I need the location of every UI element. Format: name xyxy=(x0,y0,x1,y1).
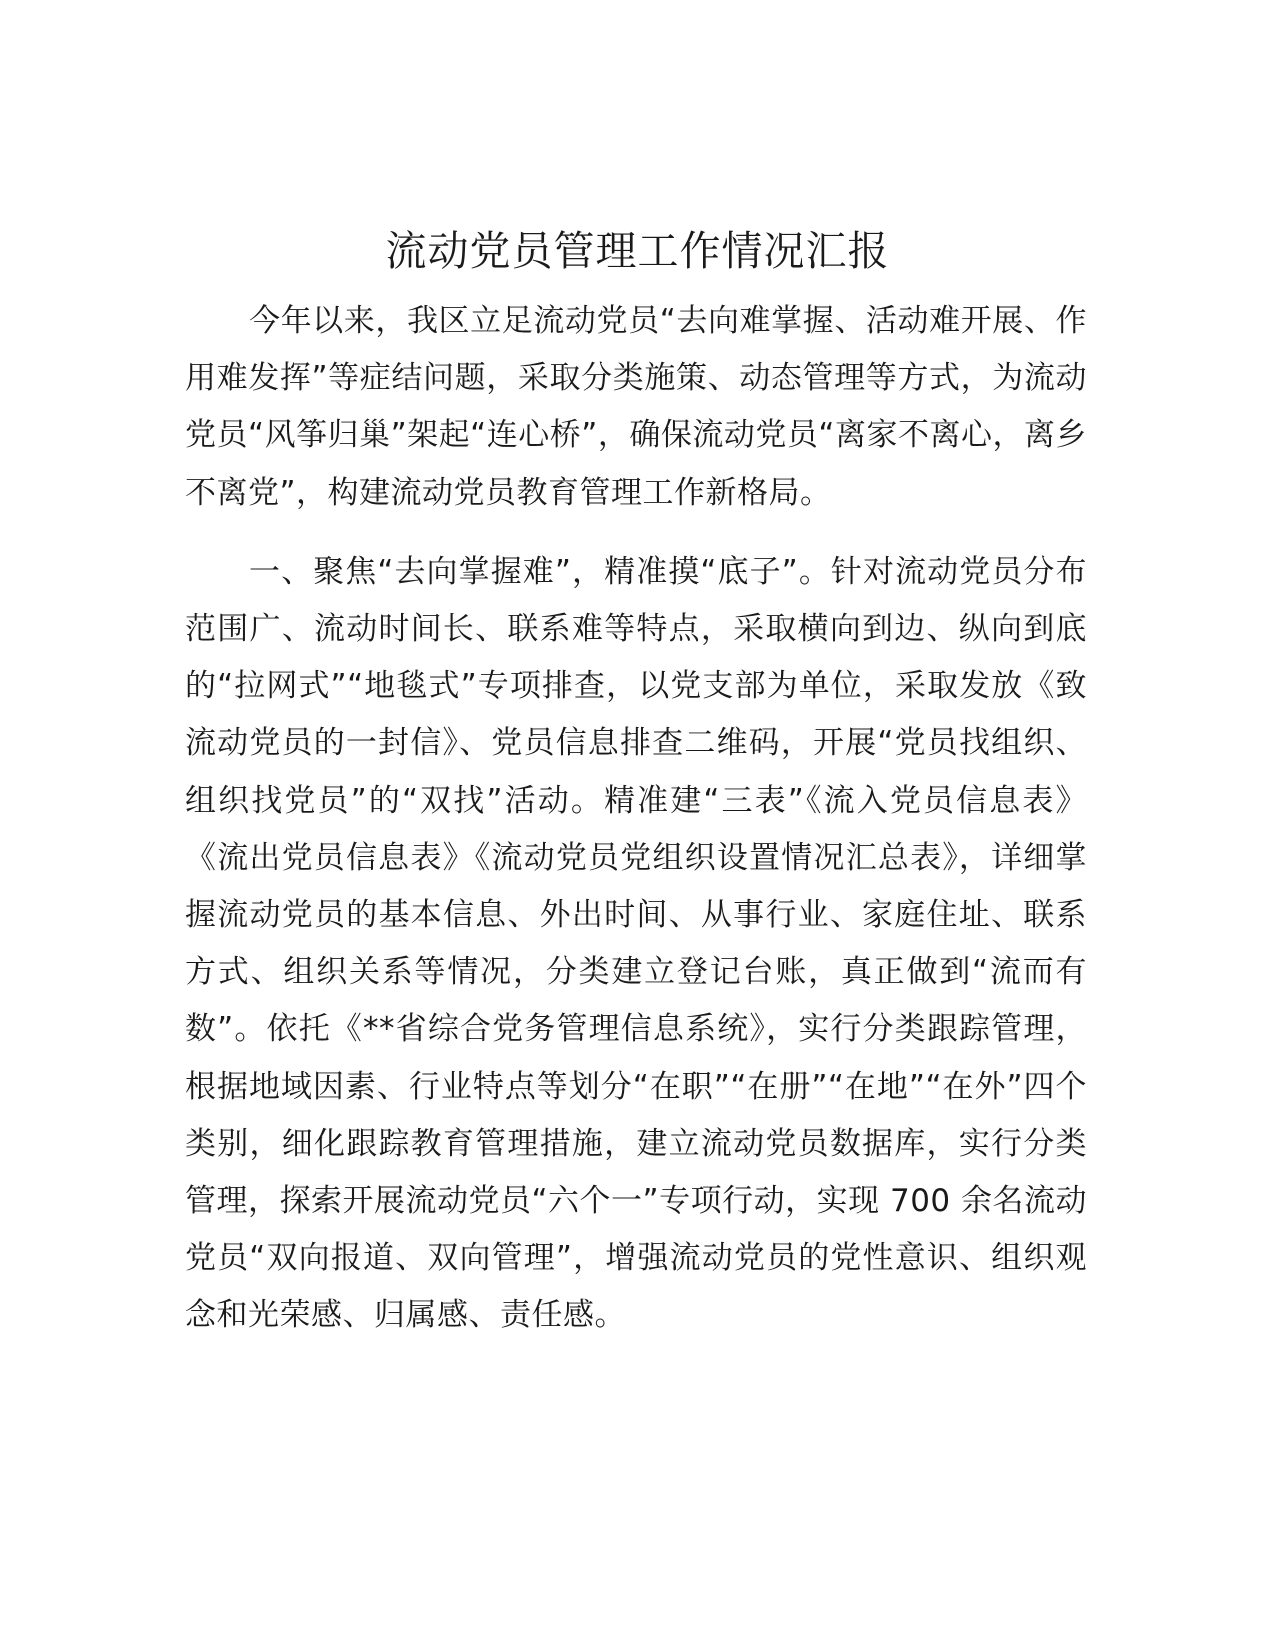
section-one-paragraph: 一、聚焦“去向掌握难”，精准摸“底子”。针对流动党员分布范围广、流动时间长、联系难等特点，采取横向到边、纵向到底的“拉网式”“地毯式”专项排查，以党支部为单位，采取发放《致流动党员的一封信》、党员信息排查二维码，开展“党员找组织、组织找党员”的“双找”活动。精准建“三表”《流入党员信息表》《流出党员信息表》《流动党员党组织设置情况汇总表》，详细掌握流动党员的基本信息、外出时间、从事行业、家庭住址、联系方式、组织关系等情况，分类建立登记台账，真正做到“流而有数”。依托《**省综合党务管理信息系统》，实行分类跟踪管理，根据地域因素、行业特点等划分“在职”“在册”“在地”“在外”四个类别，细化跟踪教育管理措施，建立流动党员数据库，实行分类管理，探索开展流动党员“六个一”专项行动，实现 700 余名流动党员“双向报道、双向管理”，增强流动党员的党性意识、组织观念和光荣感、归属感、责任感。 xyxy=(185,553,1087,1334)
intro-paragraph: 今年以来，我区立足流动党员“去向难掌握、活动难开展、作用难发挥”等症结问题，采取分类施策、动态管理等方式，为流动党员“风筝归巢”架起“连心桥”，确保流动党员“离家不离心，离乡不离党”，构建流动党员教育管理工作新格局。 xyxy=(185,303,1087,511)
document-body xyxy=(185,293,1087,1345)
document-title: 流动党员管理工作情况汇报 xyxy=(385,227,890,275)
